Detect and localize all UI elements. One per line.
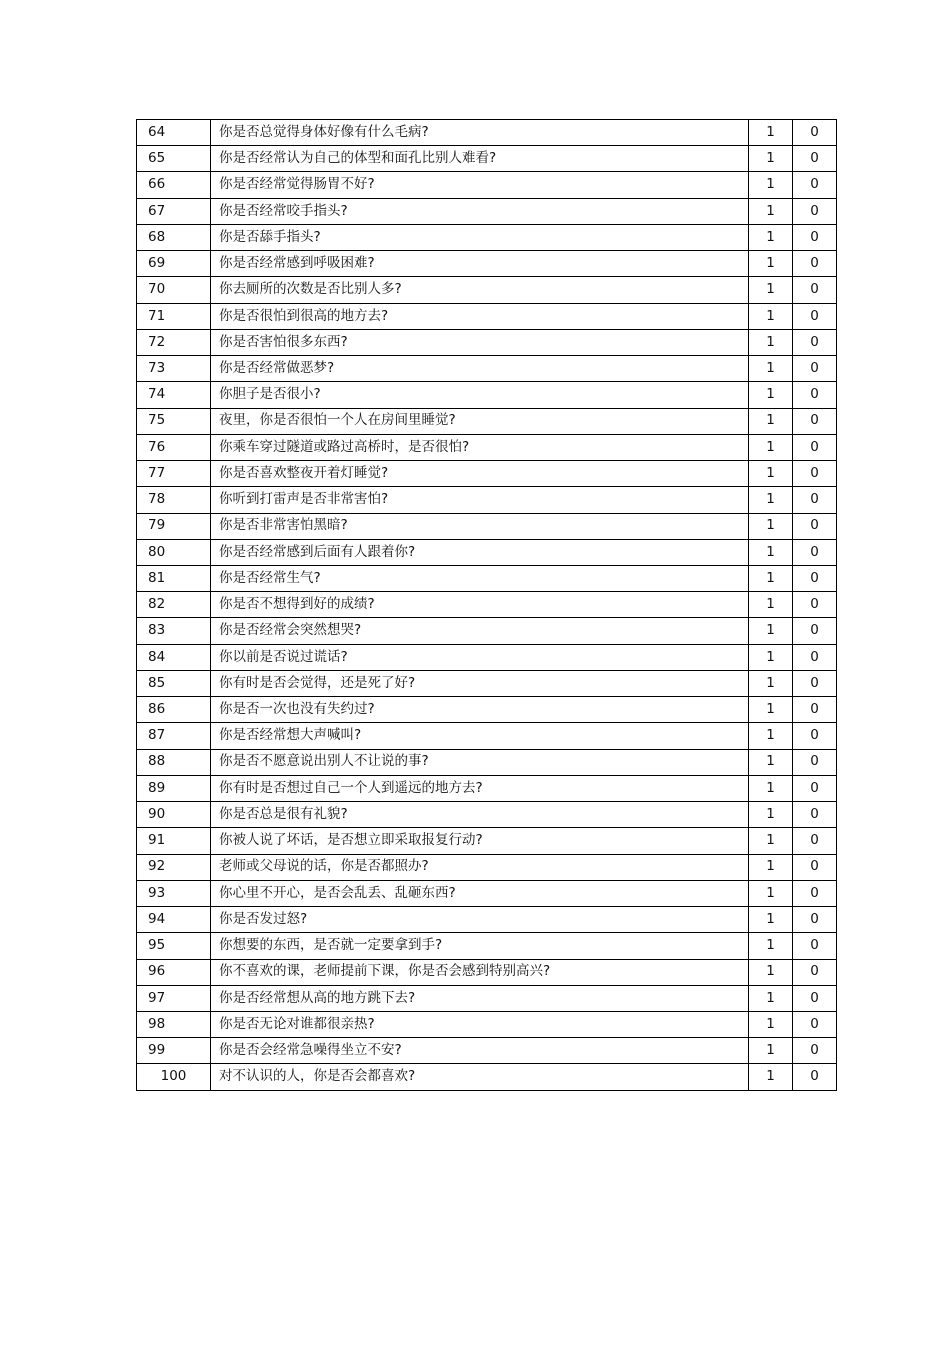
table-row [137, 408, 837, 434]
answer-yes-score: 1 [749, 487, 793, 513]
question-text: 你不喜欢的课，老师提前下课，你是否会感到特别高兴? [211, 959, 749, 985]
question-number: 71 [137, 303, 211, 329]
answer-no-score: 0 [793, 828, 837, 854]
answer-yes-score: 1 [749, 539, 793, 565]
answer-no-score: 0 [793, 461, 837, 487]
table-row [137, 618, 837, 644]
answer-no-score: 0 [793, 749, 837, 775]
answer-yes-score: 1 [749, 933, 793, 959]
answer-yes-score: 1 [749, 513, 793, 539]
answer-no-score: 0 [793, 251, 837, 277]
answer-yes-score: 1 [749, 329, 793, 355]
answer-yes-score: 1 [749, 775, 793, 801]
question-text: 你去厕所的次数是否比别人多? [211, 277, 749, 303]
question-number: 91 [137, 828, 211, 854]
question-text: 你是否总觉得身体好像有什么毛病? [211, 120, 749, 146]
question-number: 67 [137, 198, 211, 224]
question-number: 78 [137, 487, 211, 513]
answer-no-score: 0 [793, 172, 837, 198]
answer-no-score: 0 [793, 854, 837, 880]
table-row [137, 1064, 837, 1090]
question-text: 你是否经常生气? [211, 565, 749, 591]
question-text: 你是否发过怒? [211, 907, 749, 933]
answer-no-score: 0 [793, 697, 837, 723]
answer-no-score: 0 [793, 539, 837, 565]
answer-yes-score: 1 [749, 592, 793, 618]
table-row [137, 120, 837, 146]
answer-yes-score: 1 [749, 697, 793, 723]
answer-no-score: 0 [793, 618, 837, 644]
table-row [137, 1038, 837, 1064]
question-number: 83 [137, 618, 211, 644]
answer-yes-score: 1 [749, 802, 793, 828]
question-text: 你想要的东西，是否就一定要拿到手? [211, 933, 749, 959]
table-row [137, 749, 837, 775]
answer-yes-score: 1 [749, 959, 793, 985]
answer-no-score: 0 [793, 644, 837, 670]
question-text: 你是否经常认为自己的体型和面孔比别人难看? [211, 146, 749, 172]
answer-no-score: 0 [793, 723, 837, 749]
answer-yes-score: 1 [749, 1038, 793, 1064]
question-number: 90 [137, 802, 211, 828]
answer-no-score: 0 [793, 303, 837, 329]
question-text: 你心里不开心，是否会乱丢、乱砸东西? [211, 880, 749, 906]
answer-no-score: 0 [793, 356, 837, 382]
question-text: 你是否经常想大声喊叫? [211, 723, 749, 749]
question-text: 你是否经常会突然想哭? [211, 618, 749, 644]
question-text: 你是否害怕很多东西? [211, 329, 749, 355]
question-text: 你是否经常感到后面有人跟着你? [211, 539, 749, 565]
question-number: 64 [137, 120, 211, 146]
question-text: 你是否经常想从高的地方跳下去? [211, 985, 749, 1011]
table-row [137, 539, 837, 565]
answer-no-score: 0 [793, 1038, 837, 1064]
question-text: 你是否经常觉得肠胃不好? [211, 172, 749, 198]
answer-no-score: 0 [793, 985, 837, 1011]
answer-yes-score: 1 [749, 382, 793, 408]
question-number: 80 [137, 539, 211, 565]
question-number: 76 [137, 434, 211, 460]
answer-yes-score: 1 [749, 408, 793, 434]
table-row [137, 146, 837, 172]
question-text: 你以前是否说过谎话? [211, 644, 749, 670]
question-number: 74 [137, 382, 211, 408]
question-number: 88 [137, 749, 211, 775]
answer-no-score: 0 [793, 802, 837, 828]
question-number: 82 [137, 592, 211, 618]
question-number: 69 [137, 251, 211, 277]
table-row [137, 985, 837, 1011]
question-number: 86 [137, 697, 211, 723]
answer-yes-score: 1 [749, 172, 793, 198]
answer-no-score: 0 [793, 1011, 837, 1037]
question-text: 你胆子是否很小? [211, 382, 749, 408]
answer-no-score: 0 [793, 880, 837, 906]
question-text: 你有时是否想过自己一个人到遥远的地方去? [211, 775, 749, 801]
question-text: 你是否非常害怕黑暗? [211, 513, 749, 539]
question-text: 你是否经常做恶梦? [211, 356, 749, 382]
table-row [137, 356, 837, 382]
answer-yes-score: 1 [749, 356, 793, 382]
answer-no-score: 0 [793, 198, 837, 224]
table-row [137, 172, 837, 198]
table-row [137, 697, 837, 723]
questionnaire-table [136, 119, 837, 1091]
table-row [137, 251, 837, 277]
question-text: 你是否不想得到好的成绩? [211, 592, 749, 618]
table-row [137, 382, 837, 408]
answer-yes-score: 1 [749, 854, 793, 880]
answer-no-score: 0 [793, 933, 837, 959]
question-number: 79 [137, 513, 211, 539]
questionnaire-rows [137, 120, 837, 1091]
question-number: 77 [137, 461, 211, 487]
answer-no-score: 0 [793, 224, 837, 250]
table-row [137, 828, 837, 854]
answer-yes-score: 1 [749, 828, 793, 854]
question-number: 81 [137, 565, 211, 591]
answer-no-score: 0 [793, 565, 837, 591]
answer-no-score: 0 [793, 382, 837, 408]
question-number: 92 [137, 854, 211, 880]
table-row [137, 329, 837, 355]
question-text: 你是否会经常急噪得坐立不安? [211, 1038, 749, 1064]
table-row [137, 513, 837, 539]
question-text: 你乘车穿过隧道或路过高桥时，是否很怕? [211, 434, 749, 460]
answer-no-score: 0 [793, 434, 837, 460]
question-number: 85 [137, 670, 211, 696]
question-text: 你是否经常咬手指头? [211, 198, 749, 224]
table-row [137, 303, 837, 329]
answer-no-score: 0 [793, 670, 837, 696]
question-number: 100 [137, 1064, 211, 1090]
question-text: 你有时是否会觉得，还是死了好? [211, 670, 749, 696]
table-row [137, 880, 837, 906]
question-number: 87 [137, 723, 211, 749]
table-row [137, 434, 837, 460]
question-number: 84 [137, 644, 211, 670]
table-row [137, 933, 837, 959]
question-number: 97 [137, 985, 211, 1011]
question-number: 72 [137, 329, 211, 355]
table-row [137, 670, 837, 696]
table-row [137, 592, 837, 618]
question-text: 你是否总是很有礼貌? [211, 802, 749, 828]
answer-yes-score: 1 [749, 618, 793, 644]
table-row [137, 277, 837, 303]
question-number: 66 [137, 172, 211, 198]
question-text: 你是否舔手指头? [211, 224, 749, 250]
answer-yes-score: 1 [749, 198, 793, 224]
table-row [137, 959, 837, 985]
answer-yes-score: 1 [749, 670, 793, 696]
question-number: 70 [137, 277, 211, 303]
question-text: 你是否喜欢整夜开着灯睡觉? [211, 461, 749, 487]
answer-yes-score: 1 [749, 907, 793, 933]
question-number: 96 [137, 959, 211, 985]
answer-no-score: 0 [793, 1064, 837, 1090]
question-text: 你是否无论对谁都很亲热? [211, 1011, 749, 1037]
table-row [137, 644, 837, 670]
answer-yes-score: 1 [749, 644, 793, 670]
question-text: 你是否一次也没有失约过? [211, 697, 749, 723]
answer-yes-score: 1 [749, 749, 793, 775]
answer-no-score: 0 [793, 408, 837, 434]
answer-yes-score: 1 [749, 434, 793, 460]
question-text: 对不认识的人，你是否会都喜欢? [211, 1064, 749, 1090]
answer-no-score: 0 [793, 907, 837, 933]
question-number: 75 [137, 408, 211, 434]
answer-no-score: 0 [793, 487, 837, 513]
answer-no-score: 0 [793, 120, 837, 146]
answer-yes-score: 1 [749, 565, 793, 591]
answer-yes-score: 1 [749, 277, 793, 303]
question-text: 你是否不愿意说出别人不让说的事? [211, 749, 749, 775]
answer-no-score: 0 [793, 329, 837, 355]
answer-yes-score: 1 [749, 461, 793, 487]
question-text: 你听到打雷声是否非常害怕? [211, 487, 749, 513]
question-number: 98 [137, 1011, 211, 1037]
question-number: 68 [137, 224, 211, 250]
answer-yes-score: 1 [749, 985, 793, 1011]
table-row [137, 854, 837, 880]
answer-yes-score: 1 [749, 251, 793, 277]
answer-yes-score: 1 [749, 723, 793, 749]
answer-yes-score: 1 [749, 120, 793, 146]
answer-no-score: 0 [793, 959, 837, 985]
answer-no-score: 0 [793, 775, 837, 801]
table-row [137, 723, 837, 749]
question-number: 94 [137, 907, 211, 933]
question-number: 99 [137, 1038, 211, 1064]
question-text: 老师或父母说的话，你是否都照办? [211, 854, 749, 880]
question-number: 73 [137, 356, 211, 382]
table-row [137, 802, 837, 828]
table-row [137, 907, 837, 933]
question-text: 你是否经常感到呼吸困难? [211, 251, 749, 277]
question-number: 93 [137, 880, 211, 906]
question-number: 95 [137, 933, 211, 959]
table-row [137, 565, 837, 591]
question-text: 夜里，你是否很怕一个人在房间里睡觉? [211, 408, 749, 434]
table-row [137, 461, 837, 487]
answer-no-score: 0 [793, 513, 837, 539]
table-row [137, 487, 837, 513]
answer-yes-score: 1 [749, 1064, 793, 1090]
answer-yes-score: 1 [749, 1011, 793, 1037]
answer-no-score: 0 [793, 592, 837, 618]
answer-no-score: 0 [793, 277, 837, 303]
answer-yes-score: 1 [749, 880, 793, 906]
table-row [137, 198, 837, 224]
table-row [137, 775, 837, 801]
question-text: 你被人说了坏话，是否想立即采取报复行动? [211, 828, 749, 854]
table-row [137, 224, 837, 250]
answer-yes-score: 1 [749, 224, 793, 250]
answer-no-score: 0 [793, 146, 837, 172]
answer-yes-score: 1 [749, 303, 793, 329]
question-number: 65 [137, 146, 211, 172]
question-number: 89 [137, 775, 211, 801]
table-row [137, 1011, 837, 1037]
question-text: 你是否很怕到很高的地方去? [211, 303, 749, 329]
answer-yes-score: 1 [749, 146, 793, 172]
